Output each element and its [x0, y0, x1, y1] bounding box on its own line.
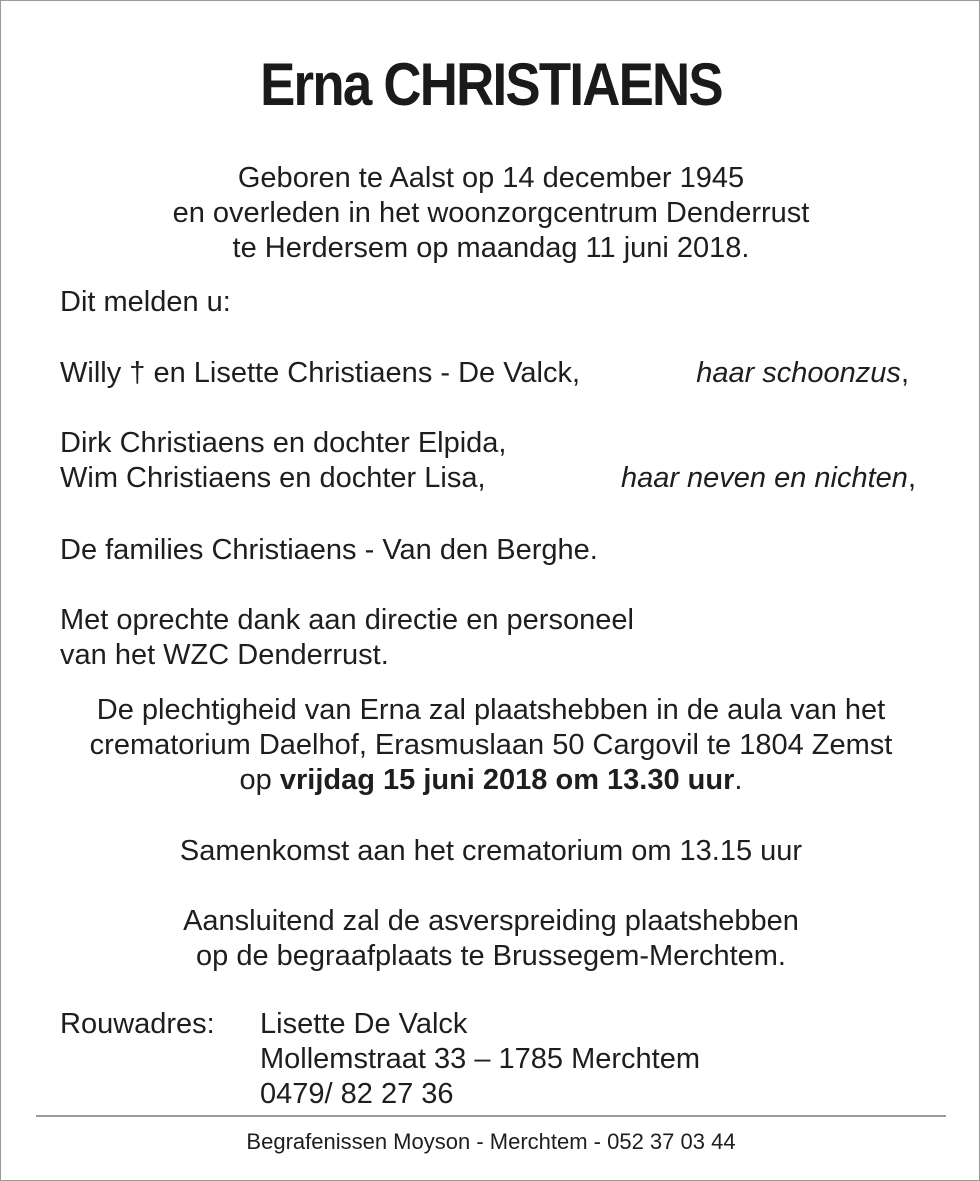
deceased-name: Erna CHRISTIAENS	[260, 51, 722, 118]
birth-line-2: en overleden in het woonzorgcentrum Denderrust	[172, 197, 810, 229]
family-row-1-names: Willy † en Lisette Christiaens - De Valck,	[60, 357, 581, 389]
ceremony-line-2: crematorium Daelhof, Erasmuslaan 50 Cargovil te 1804 Zemst	[89, 729, 893, 761]
thanks-line-2: van het WZC Denderrust.	[60, 639, 389, 671]
address-street: Mollemstraat 33 – 1785 Merchtem	[260, 1043, 701, 1075]
ceremony-datetime: vrijdag 15 juni 2018 om 13.30 uur	[279, 764, 735, 796]
birth-line-3: te Herdersem op maandag 11 juni 2018.	[232, 232, 750, 264]
funeral-home-footer: Begrafenissen Moyson - Merchtem - 052 37 03 44	[246, 1129, 736, 1154]
family-row-2-relation: haar neven en nichten,	[620, 462, 916, 494]
family-row-2-line-1: Dirk Christiaens en dochter Elpida,	[60, 427, 507, 459]
address-phone: 0479/ 82 27 36	[260, 1078, 454, 1110]
scattering-line-1: Aansluitend zal de asverspreiding plaatshebben	[183, 905, 799, 937]
address-label: Rouwadres:	[60, 1008, 215, 1040]
ceremony-line-1: De plechtigheid van Erna zal plaatshebben in de aula van het	[96, 694, 886, 726]
gathering-text: Samenkomst aan het crematorium om 13.15 uur	[179, 835, 803, 867]
scattering-line-2: op de begraafplaats te Brussegem-Merchtem.	[196, 940, 786, 972]
footer-divider	[36, 1115, 946, 1117]
address-name: Lisette De Valck	[260, 1008, 468, 1040]
family-row-1-relation: haar schoonzus,	[696, 357, 909, 389]
ceremony-line-3: op vrijdag 15 juni 2018 om 13.30 uur.	[239, 764, 743, 796]
thanks-line-1: Met oprechte dank aan directie en personeel	[60, 604, 634, 636]
family-row-3: De families Christiaens - Van den Berghe.	[60, 534, 598, 566]
intro-text: Dit melden u:	[60, 286, 231, 318]
family-row-2-line-2: Wim Christiaens en dochter Lisa,	[60, 462, 486, 494]
birth-line-1: Geboren te Aalst op 14 december 1945	[237, 162, 745, 194]
